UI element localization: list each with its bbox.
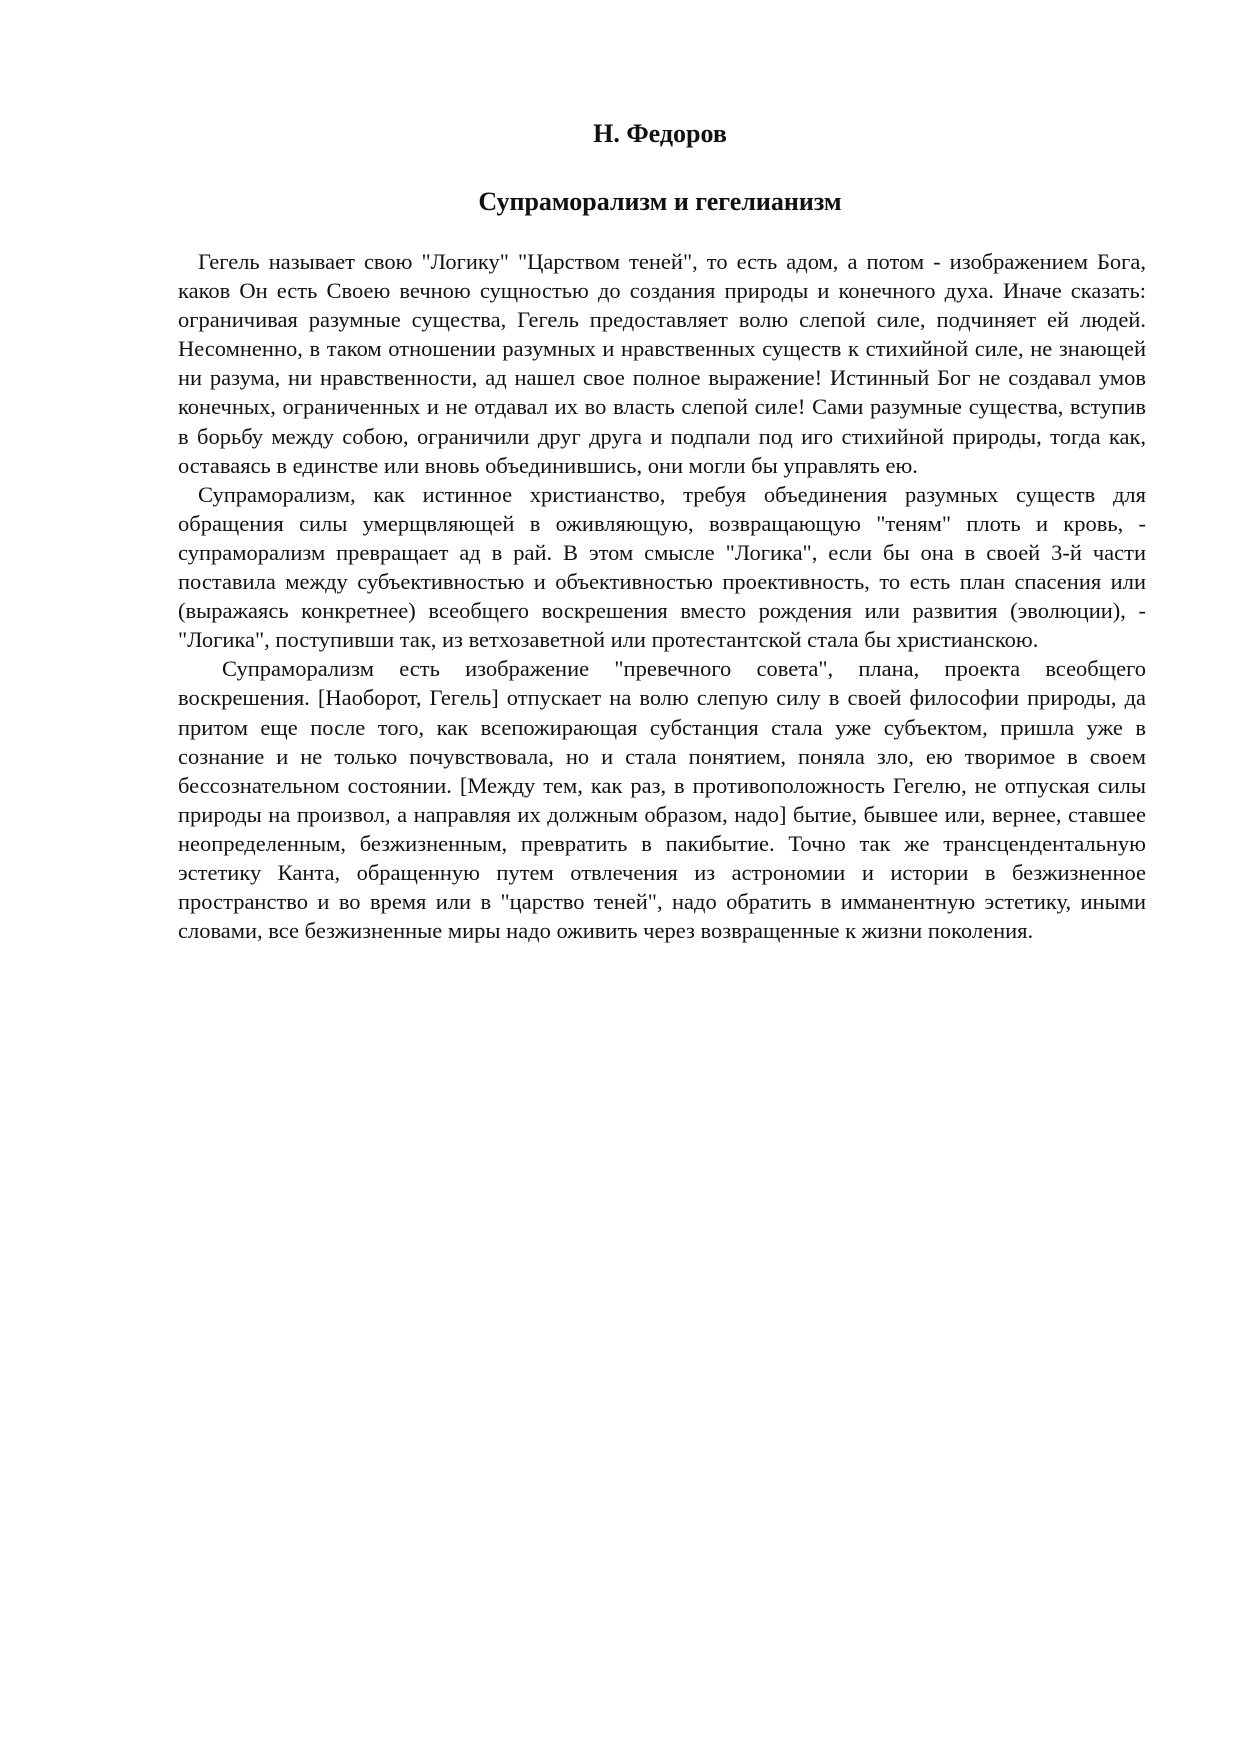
article-title: Супраморализм и гегелианизм	[478, 187, 842, 216]
article-body	[178, 247, 1146, 945]
paragraph: Супраморализм есть изображение "превечного совета", плана, проекта всеобщего воскрешения. [Наоборот, Гегель] отпускает на волю слепую силу в своей философии природы, да притом еще после того, как всепожирающая субстанция стала уже субъектом, пришла уже в сознание и не только почувствовала, но и стала понятием, поняла зло, ею творимое в своем бессознательном состоянии. [Между тем, как раз, в противоположность Гегелю, не отпуская силы природы на произвол, а направляя их должным образом, надо] бытие, бывшее или, вернее, ставшее неопределенным, безжизненным, превратить в пакибытие. Точно так же трансцендентальную эстетику Канта, обращенную путем отвлечения из астрономии и истории в безжизненное пространство и во время или в "царство теней", надо обратить в имманентную эстетику, иными словами, все безжизненные миры надо оживить через возвращенные к жизни поколения.	[178, 656, 1146, 944]
paragraph: Супраморализм, как истинное христианство, требуя объединения разумных существ для обращения силы умерщвляющей в оживляющую, возвращающую "теням" плоть и кровь, - супраморализм превращает ад в рай. В этом смысле "Логика", если бы она в своей 3-й части поставила между субъективностью и объективностью проективность, то есть план спасения или (выражаясь конкретнее) всеобщего воскрешения вместо рождения или развития (эволюции), - "Логика", поступивши так, из ветхозаветной или протестантской стала бы христианскою.	[178, 481, 1146, 653]
paragraph: Гегель называет свою "Логику" "Царством теней", то есть адом, а потом - изображением Бога, каков Он есть Своею вечною сущностью до создания природы и конечного духа. Иначе сказать: ограничивая разумные существа, Гегель предоставляет волю слепой силе, подчиняет ей людей. Несомненно, в таком отношении разумных и нравственных существ к стихийной силе, не знающей ни разума, ни нравственности, ад нашел свое полное выражение! Истинный Бог не создавал умов конечных, ограниченных и не отдавал их во власть слепой силе! Сами разумные существа, вступив в борьбу между собою, ограничили друг друга и подпали под иго стихийной природы, тогда как, оставаясь в единстве или вновь объединившись, они могли бы управлять ею.	[178, 249, 1146, 478]
author-name: Н. Федоров	[593, 119, 727, 148]
